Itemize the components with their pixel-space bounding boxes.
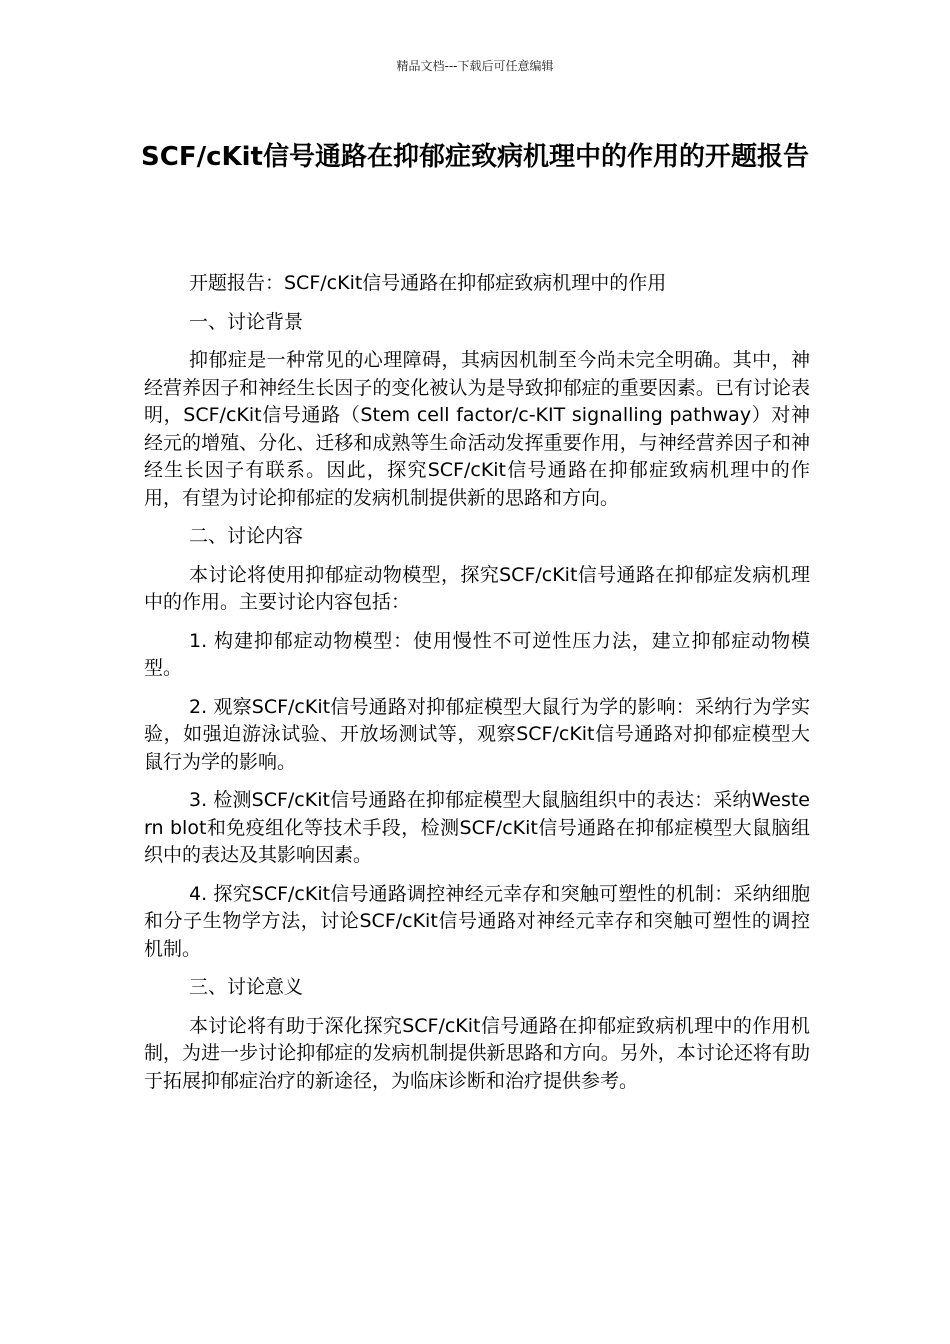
- content-intro-paragraph: 本讨论将使用抑郁症动物模型，探究SCF/cKit信号通路在抑郁症发病机理中的作用。主要讨论内容包括：: [144, 563, 810, 613]
- section-heading-significance: 三、讨论意义: [189, 976, 304, 998]
- section-heading-background: 一、讨论背景: [189, 310, 304, 333]
- document-body: [144, 270, 810, 1106]
- section-heading-content: 二、讨论内容: [189, 525, 304, 547]
- content-item-1: 1. 构建抑郁症动物模型：使用慢性不可逆性压力法，建立抑郁症动物模型。: [144, 629, 810, 679]
- content-item-3: 3. 检测SCF/cKit信号通路在抑郁症模型大鼠脑组织中的表达：采纳Western blot和免疫组化等技术手段，检测SCF/cKit信号通路在抑郁症模型大鼠脑组织中的表达及其影响因素。: [144, 789, 810, 866]
- content-item-2: 2. 观察SCF/cKit信号通路对抑郁症模型大鼠行为学的影响：采纳行为学实验，如强迫游泳试验、开放场测试等，观察SCF/cKit信号通路对抑郁症模型大鼠行为学的影响。: [144, 695, 810, 773]
- intro-line: 开题报告：SCF/cKit信号通路在抑郁症致病机理中的作用: [189, 272, 667, 294]
- content-item-4: 4. 探究SCF/cKit信号通路调控神经元幸存和突触可塑性的机制：采纳细胞和分子生物学方法，讨论SCF/cKit信号通路对神经元幸存和突触可塑性的调控机制。: [144, 882, 810, 960]
- significance-paragraph: 本讨论将有助于深化探究SCF/cKit信号通路在抑郁症致病机理中的作用机制，为进一步讨论抑郁症的发病机制提供新思路和方向。另外，本讨论还将有助于拓展抑郁症治疗的新途径，为临床诊断和治疗提供参考。: [144, 1014, 810, 1092]
- document-title: SCF/cKit信号通路在抑郁症致病机理中的作用的开题报告: [141, 142, 809, 172]
- background-paragraph: 抑郁症是一种常见的心理障碍，其病因机制至今尚未完全明确。其中，神经营养因子和神经生长因子的变化被认为是导致抑郁症的重要因素。已有讨论表明，SCF/cKit信号通路（Stem cell factor/c-KIT signalling pathway）对神经元的增殖、分化、迁移和成熟等生命活动发挥重要作用，与神经营养因子和神经生长因子有联系。因此，探究SCF/cKit信号通路在抑郁症致病机理中的作用，有望为讨论抑郁症的发病机制提供新的思路和方向。: [144, 349, 810, 509]
- header-note: 精品文档---下载后可任意编辑: [396, 59, 554, 73]
